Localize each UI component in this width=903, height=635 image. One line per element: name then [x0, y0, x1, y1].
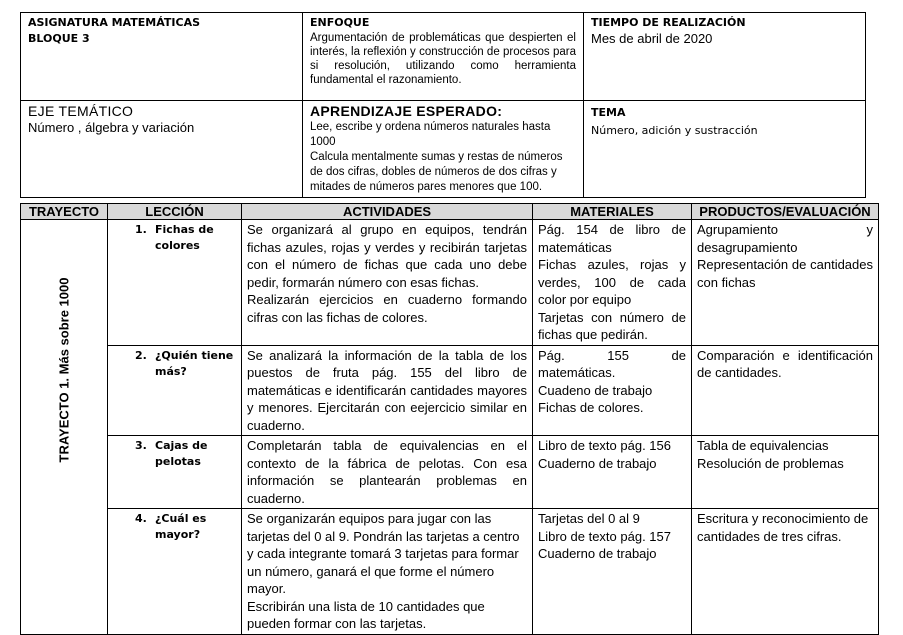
table-row	[21, 509, 879, 635]
leccion-cell	[108, 220, 242, 346]
material-text: Fichas azules, rojas y verdes, 100 de cada color por equipo	[538, 257, 686, 307]
productos-cell	[692, 509, 879, 635]
producto-text: Representación de cantidades con fichas	[697, 257, 873, 290]
leccion-cell	[108, 509, 242, 635]
trayecto-label: TRAYECTO 1. Más sobre 1000	[56, 277, 72, 463]
materiales-cell	[533, 436, 692, 509]
lesson-number: 3.	[135, 439, 147, 452]
productos-cell	[692, 345, 879, 436]
aprendizaje-label: APRENDIZAJE ESPERADO:	[310, 103, 503, 119]
productos-cell	[692, 436, 879, 509]
bloque-label: BLOQUE 3	[28, 32, 90, 45]
eje-cell	[21, 101, 303, 198]
tiempo-label: TIEMPO DE REALIZACIÓN	[591, 16, 746, 29]
producto-text: Agrupamiento y desagrupamiento	[697, 222, 873, 255]
material-text: Cuadeno de trabajo	[538, 382, 653, 398]
material-text: Tarjetas del 0 al 9	[538, 511, 640, 526]
aprendizaje-cell	[303, 101, 584, 198]
materiales-cell	[533, 220, 692, 346]
tiempo-value: Mes de abril de 2020	[591, 31, 713, 46]
leccion-cell	[108, 345, 242, 436]
material-text: Cuaderno de trabajo	[538, 455, 657, 471]
producto-text: Resolución de problemas	[697, 455, 844, 471]
planning-table	[20, 203, 879, 635]
table-row	[21, 345, 879, 436]
col-header-actividades: ACTIVIDADES	[242, 204, 533, 220]
table-row	[21, 436, 879, 509]
actividades-cell	[242, 220, 533, 346]
enfoque-cell	[303, 13, 584, 101]
actividad-text: Completarán tabla de equivalencias en el contexto de la fábrica de pelotas. Con esa información se plantearán problemas en cuaderno.	[247, 438, 527, 506]
actividades-cell	[242, 436, 533, 509]
lesson-number: 1.	[135, 223, 147, 236]
enfoque-label: ENFOQUE	[310, 16, 370, 29]
material-text: Tarjetas con número de fichas que pedirán.	[538, 309, 686, 342]
material-text: Cuaderno de trabajo	[538, 546, 657, 561]
material-text: Pág. 154 de libro de matemáticas	[538, 222, 686, 255]
asignatura-cell	[21, 13, 303, 101]
material-text: Libro de texto pág. 157	[538, 528, 671, 544]
actividad-text: Se organizará al grupo en equipos, tendrán fichas azules, rojas y verdes y recibirán tarjetas con el número de fichas que cada uno debe pedir, formarán número con esas fichas.	[247, 222, 527, 290]
tiempo-cell	[584, 13, 866, 101]
material-text: Pág. 155 de matemáticas.	[538, 347, 686, 380]
lesson-number: 2.	[135, 348, 147, 362]
producto-text: Tabla de equivalencias	[697, 438, 829, 453]
lesson-title: ¿Quién tiene más?	[155, 348, 234, 378]
col-header-materiales: MATERIALES	[533, 204, 692, 220]
leccion-cell	[108, 436, 242, 509]
materiales-cell	[533, 345, 692, 436]
actividad-text: Se analizará la información de la tabla de los puestos de fruta pág. 155 del libro de matemáticas e identificarán cantidades mayores y menores. Ejercitarán con eejercicio similar en cuaderno.	[247, 347, 527, 433]
col-header-trayecto: TRAYECTO	[21, 204, 108, 220]
tema-value: Número, adición y sustracción	[591, 124, 758, 137]
asignatura-label: ASIGNATURA MATEMÁTICAS	[28, 16, 201, 29]
productos-cell	[692, 220, 879, 346]
aprendizaje-1: Lee, escribe y ordena números naturales hasta 1000	[310, 121, 551, 148]
lesson-title: Cajas de pelotas	[155, 439, 208, 468]
producto-text: Escritura y reconocimiento de cantidades de tres cifras.	[697, 511, 869, 544]
eje-label: EJE TEMÁTICO	[28, 103, 134, 119]
tema-label: TEMA	[591, 106, 626, 119]
producto-text: Comparación e identificación de cantidades.	[697, 347, 873, 380]
actividad-text: Escribirán una lista de 10 cantidades que pueden formar con las tarjetas.	[247, 598, 485, 631]
actividad-text: Se organizarán equipos para jugar con las tarjetas del 0 al 9. Pondrán las tarjetas a centro y cada integrante tomará 3 tarjetas para formar un número, ganará el que forme el número mayor.	[247, 511, 520, 596]
actividades-cell	[242, 509, 533, 635]
material-text: Fichas de colores.	[538, 400, 644, 415]
lesson-number: 4.	[135, 512, 147, 525]
eje-value: Número , álgebra y variación	[28, 120, 195, 135]
lesson-title: ¿Cuál es mayor?	[155, 512, 207, 541]
col-header-leccion: LECCIÓN	[108, 204, 242, 220]
enfoque-text: Argumentación de problemáticas que despierten el interés, la reflexión y construcción de procesos para si resolución, utilizando como herramienta fundamental el razonamiento.	[310, 32, 576, 86]
actividad-text: Realizarán ejercicios en cuaderno formando cifras con las fichas de colores.	[247, 292, 527, 325]
aprendizaje-2: Calcula mentalmente sumas y restas de números de dos cifras, dobles de números de dos cifras y mitades de números pares menores que 100.	[310, 151, 563, 193]
col-header-productos: PRODUCTOS/EVALUACIÓN	[692, 204, 879, 220]
lesson-title: Fichas de colores	[155, 223, 214, 252]
table-row	[21, 220, 879, 346]
trayecto-cell	[21, 220, 108, 635]
tema-cell	[584, 101, 866, 198]
material-text: Libro de texto pág. 156	[538, 438, 671, 453]
actividades-cell	[242, 345, 533, 436]
header-table	[20, 12, 866, 198]
materiales-cell	[533, 509, 692, 635]
